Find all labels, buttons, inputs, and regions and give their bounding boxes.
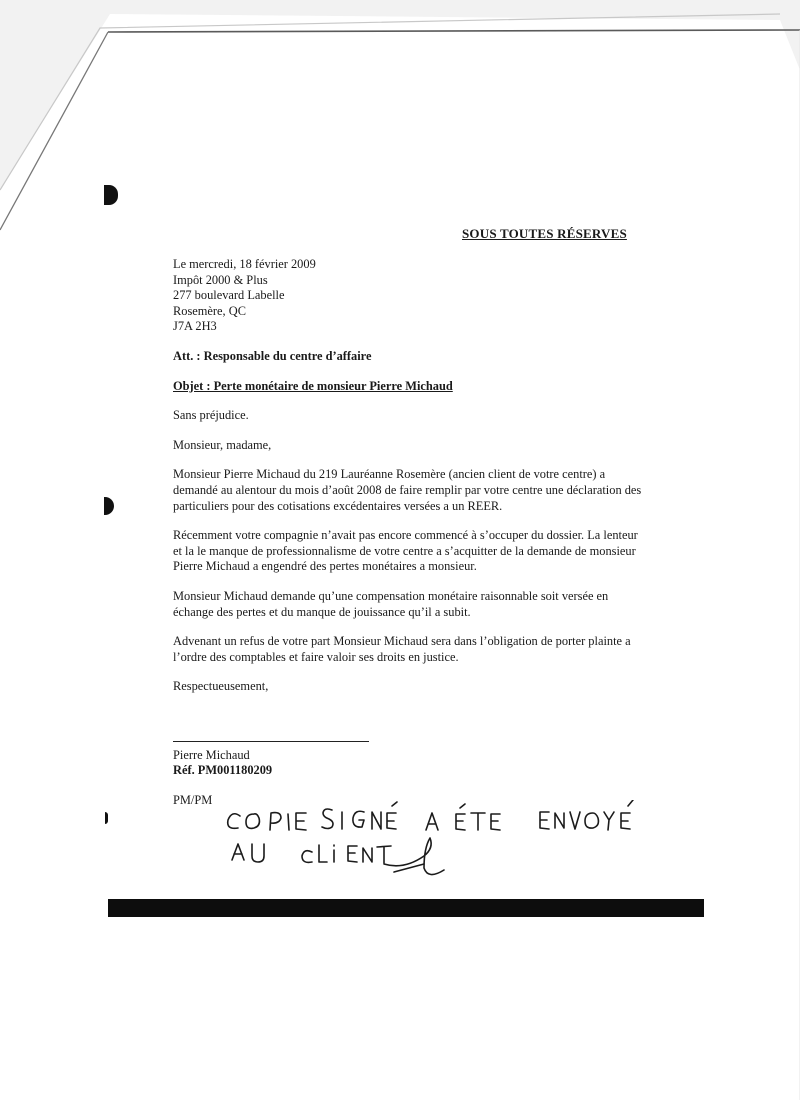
- recipient-line: J7A 2H3: [173, 319, 217, 334]
- reserve-heading: SOUS TOUTES RÉSERVES: [462, 226, 627, 241]
- letter-date: Le mercredi, 18 février 2009: [173, 257, 316, 271]
- recipient-line: Impôt 2000 & Plus: [173, 272, 268, 287]
- initials: PM/PM: [173, 793, 213, 808]
- punch-hole-top: [104, 185, 118, 205]
- body-paragraph: Advenant un refus de votre part Monsieur Michaud sera dans l’obligation de porter plainte a l’ordre des comptables et faire valoir ses droits en justice.: [173, 634, 631, 664]
- punch-hole-middle: [104, 497, 114, 515]
- prejudice-line: Sans préjudice.: [173, 408, 249, 423]
- body-paragraph: Monsieur Michaud demande qu’une compensation monétaire raisonnable soit versée en échange des pertes et du manque de jouissance qu’il a subit.: [173, 588, 609, 619]
- closing: Respectueusement,: [173, 679, 269, 694]
- subject-line: Objet : Perte monétaire de monsieur Pierre Michaud: [173, 378, 453, 393]
- signature-line: [173, 741, 369, 742]
- punch-hole-bottom: [105, 812, 108, 824]
- salutation: Monsieur, madame,: [173, 437, 272, 452]
- handwritten-note: [224, 800, 664, 890]
- letter-body: [173, 257, 643, 809]
- recipient-line: 277 boulevard Labelle: [173, 288, 285, 303]
- recipient-address: [173, 273, 643, 335]
- reference-number: Réf. PM001180209: [173, 763, 273, 778]
- body-paragraph: Monsieur Pierre Michaud du 219 Lauréanne Rosemère (ancien client de votre centre) a demandé au alentour du mois d’août 2008 de faire remplir par votre centre une déclaration des particuliers pour des cotisations excédentaires versées a un REER.: [173, 467, 642, 513]
- signer-name: Pierre Michaud: [173, 747, 250, 762]
- recipient-line: Rosemère, QC: [173, 303, 246, 318]
- redaction-bar: [108, 899, 704, 917]
- attention-line: Att. : Responsable du centre d’affaire: [173, 348, 372, 363]
- body-paragraph: Récemment votre compagnie n’avait pas encore commencé à s’occuper du dossier. La lenteur et la le manque de professionnalisme de votre centre a s’acquitter de la demande de monsieur Pierre Michaud a engendré des pertes monétaires a monsieur.: [173, 528, 638, 574]
